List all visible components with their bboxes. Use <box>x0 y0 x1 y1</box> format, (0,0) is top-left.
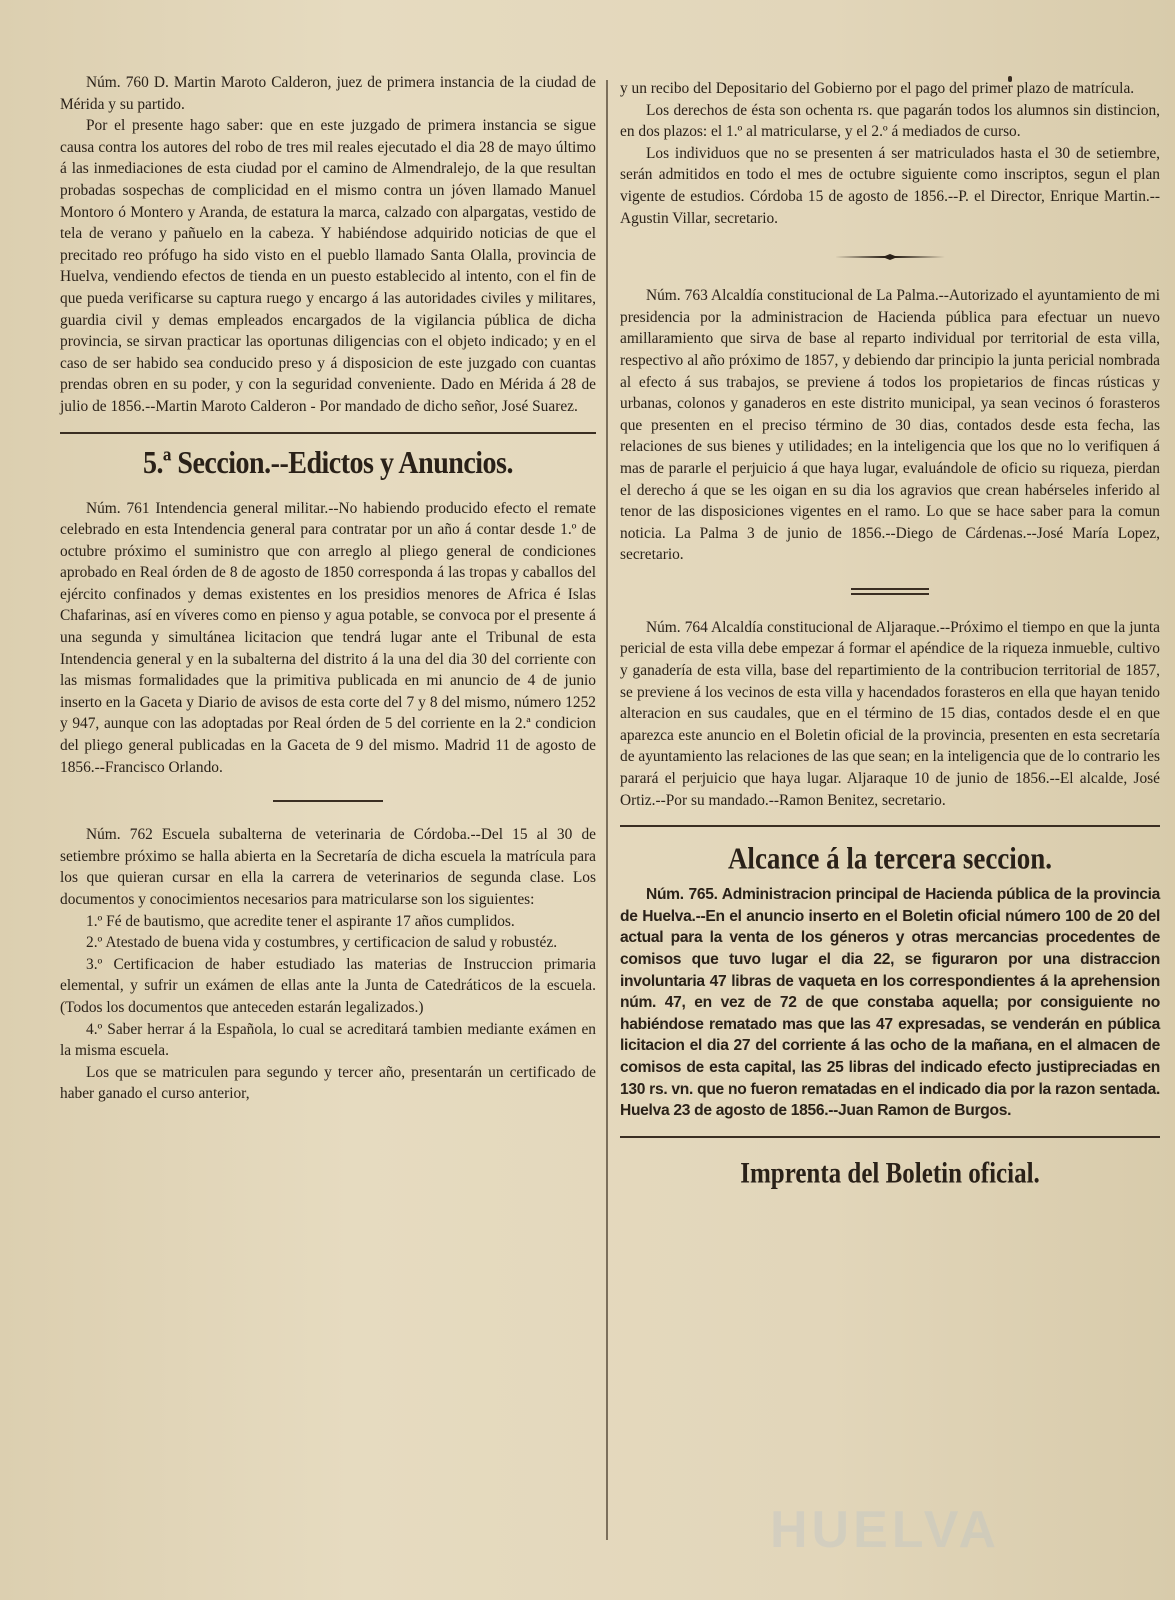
notice-765: Núm. 765. Administracion principal de Hacienda pública de la provincia de Huelva.--En el anuncio inserto en el Boletin oficial número 100 de 20 del actual para la venta de los géneros y otras mercancias procedentes de comisos que tuvo lugar el dia 22, se figuraron por una distraccion involuntaria 47 libras de vaqueta en los correspondientes á la aprehension núm. 47, en vez de 72 de que constaba aquella; por consiguiente no habiéndose rematado mas que las 47 expresadas, se venderán en pública licitacion el dia 27 del corriente á las ocho de la mañana, en el almacen de comisos de esta capital, las 25 libras del indicado efecto justipreciadas en 130 rs. vn. que no fueron rematadas en el indicado dia por la razon sentada. Huelva 23 de agosto de 1856.--Juan Ramon de Burgos. <box>620 886 1160 1120</box>
ornament-divider <box>620 253 1160 261</box>
notice-divider <box>273 800 383 802</box>
alcance-body <box>620 884 1160 1122</box>
notice-763: Núm. 763 Alcaldía constitucional de La Palma.--Autorizado el ayuntamiento de mi presidencia por la administracion de Hacienda pública para efectuar un nuevo amillaramiento que sirva de base al reparto individual por territorial de esta villa, respectivo al año próximo de 1857, y debiendo dar principio la junta pericial nombrada al efecto á sus trabajos, se previene á todos los propietarios de fincas rústicas y urbanas, colonos y ganaderos en este distrito municipal, ya sean vecinos ó forasteros que presenten en el preciso término de 30 dias, contados desde esta fecha, las relaciones de sus bienes y utilidades; en la inteligencia que los que no lo verifiquen á mas de pararle el perjuicio á que haya lugar, evaluándole de oficio su riqueza, pierdan el derecho á que se les oigan en su dia los agravios que crean habérseles inferido al tenor de las disposiciones vigentes en el ramo. Lo que se hace saber para la comun noticia. La Palma 3 de junio de 1856.--Diego de Cárdenas.--José María Lopez, secretario. <box>620 287 1160 564</box>
notice-761: Núm. 761 Intendencia general militar.--No habiendo producido efecto el remate celebrado en esta Intendencia general para contratar por un año á contar desde 1.º de octubre próximo el suministro que con arreglo al pliego general de condiciones aprobado en Real órden de 8 de agosto de 1850 corresponda á las tropas y caballos del ejército confinados y demas existentes en los presidios menores de Africa é Islas Chafarinas, así en víveres como en pienso y agua potable, se convoca por el presente á una segunda y simultánea licitacion que tendrá lugar ante el Tribunal de esta Intendencia general y en la subalterna del distrito á la una del dia 30 del corriente con las mismas formalidades que la primitiva publicada en mi anuncio de 4 de junio inserto en la Gaceta y Diario de avisos de esta corte del 7 y 8 del mismo, número 1252 y 947, aunque con las adoptadas por Real órden de 5 del corriente en la 2.ª condicion del pliego general publicadas en la Gaceta de 9 del mismo. Madrid 11 de agosto de 1856.--Francisco Orlando. <box>60 499 596 776</box>
notice-762-closing: Los individuos que no se presenten á ser matriculados hasta el 30 de setiembre, serán admitidos en todo el mes de octubre siguiente como inscriptos, segun el plan vigente de estudios. Córdoba 15 de agosto de 1856.--P. el Director, Enrique Martin.--Agustin Villar, secretario. <box>620 144 1160 227</box>
section-divider <box>60 432 596 434</box>
double-divider <box>851 588 929 595</box>
notice-762-item-1: 1.º Fé de bautismo, que acredite tener el aspirante 17 años cumplidos. <box>86 912 515 930</box>
footer-divider <box>620 1136 1160 1138</box>
left-column <box>60 72 596 1105</box>
notice-760-body: Por el presente hago saber: que en este juzgado de primera instancia se sigue causa contra los autores del robo de tres mil reales ejecutado el dia 28 de mayo último á las inmediaciones de esta ciudad por el camino de Almendralejo, de la que resultan probadas sospechas de complicidad en el mismo contra un jóven llamado Manuel Montoro ó Montero y Aranda, de estatura la marca, calzado con alpargatas, vestido de tela de verano y pañuelo en la cabeza. Y habiéndose adquirido noticias de que el precitado reo prófugo ha sido visto en el pueblo llamado Santa Olalla, provincia de Huelva, vendiendo efectos de tienda en un puesto establecido al intento, con el fin de que pueda verificarse su captura ruego y encargo á las autoridades civiles y militares, guardia civil y demas empleados encargados de la vigilancia pública de dicha provincia, se sirvan practicar las oportunas diligencias con el objeto indicado; y en el caso de ser habido sea conducido preso y á disposicion de este juzgado con cuantas prendas obren en su poder, y con la seguridad conveniente. Dado en Mérida á 28 de julio de 1856.--Martin Maroto Calderon - Por mandado de dicho señor, José Suarez. <box>60 117 596 415</box>
notice-762-item-3: 3.º Certificacion de haber estudiado las materias de Instruccion primaria elemental, y sufrir un exámen de ellas ante la Junta de Catedráticos de la escuela. (Todos los documentos que anteceden estarán legalizados.) <box>60 955 596 1016</box>
section-title: 5.ª Seccion.--Edictos y Anuncios. <box>143 445 513 481</box>
notice-764: Núm. 764 Alcaldía constitucional de Aljaraque.--Próximo el tiempo en que la junta pericial de esta villa debe empezar á formar el apéndice de la riqueza inmueble, cultivo y ganadería de esta villa, base del repartimiento de la contribucion territorial de 1857, se previene á los vecinos de esta villa y hacendados forasteros en ella que hayan tenido alteracion en sus caudales, que en el término de 15 dias, contados desde el en que aparezca este anuncio en el Boletin oficial de la provincia, presenten en esta secretaría de ayuntamiento las relaciones de las que sean; en la inteligencia que de lo contrario les parará el perjuicio que haya lugar. Aljaraque 10 de junio de 1856.--El alcalde, José Ortiz.--Por su mandado.--Ramon Benitez, secretario. <box>620 618 1160 809</box>
right-column <box>620 78 1160 1188</box>
notice-762-item-2: 2.º Atestado de buena vida y costumbres, y certificacion de salud y robustéz. <box>86 934 558 952</box>
notice-762-continuation: y un recibo del Depositario del Gobierno por el pago del primer plazo de matrícula. <box>620 80 1135 97</box>
library-watermark: HUELVA <box>770 1501 1001 1559</box>
column-rule <box>606 80 608 1540</box>
printer-imprint: Imprenta del Boletin oficial. <box>740 1156 1040 1190</box>
notice-762-intro: Núm. 762 Escuela subalterna de veterinaria de Córdoba.--Del 15 al 30 de setiembre próximo se halla abierta en la Secretaría de dicha escuela la matrícula para los que quieran cursar en ella la carrera de veterinarios de segunda clase. Los documentos y conocimientos necesarios para matricularse son los siguientes: <box>60 826 596 908</box>
notice-762-item-4: 4.º Saber herrar á la Española, lo cual se acreditará tambien mediante exámen en la misma escuela. <box>60 1020 596 1060</box>
notice-762-fees: Los derechos de ésta son ochenta rs. que pagarán todos los alumnos sin distincion, en dos plazos: el 1.º al matricularse, y el 2.º á mediados de curso. <box>620 101 1160 141</box>
notice-760-heading: Núm. 760 D. Martin Maroto Calderon, juez de primera instancia de la ciudad de Mérida y su partido. <box>60 74 596 113</box>
notice-762-continued: Los que se matriculen para segundo y tercer año, presentarán un certificado de haber ganado el curso anterior, <box>60 1063 596 1103</box>
alcance-title: Alcance á la tercera seccion. <box>727 840 1053 876</box>
alcance-divider <box>620 825 1160 827</box>
ornament-rule-icon <box>835 253 945 261</box>
